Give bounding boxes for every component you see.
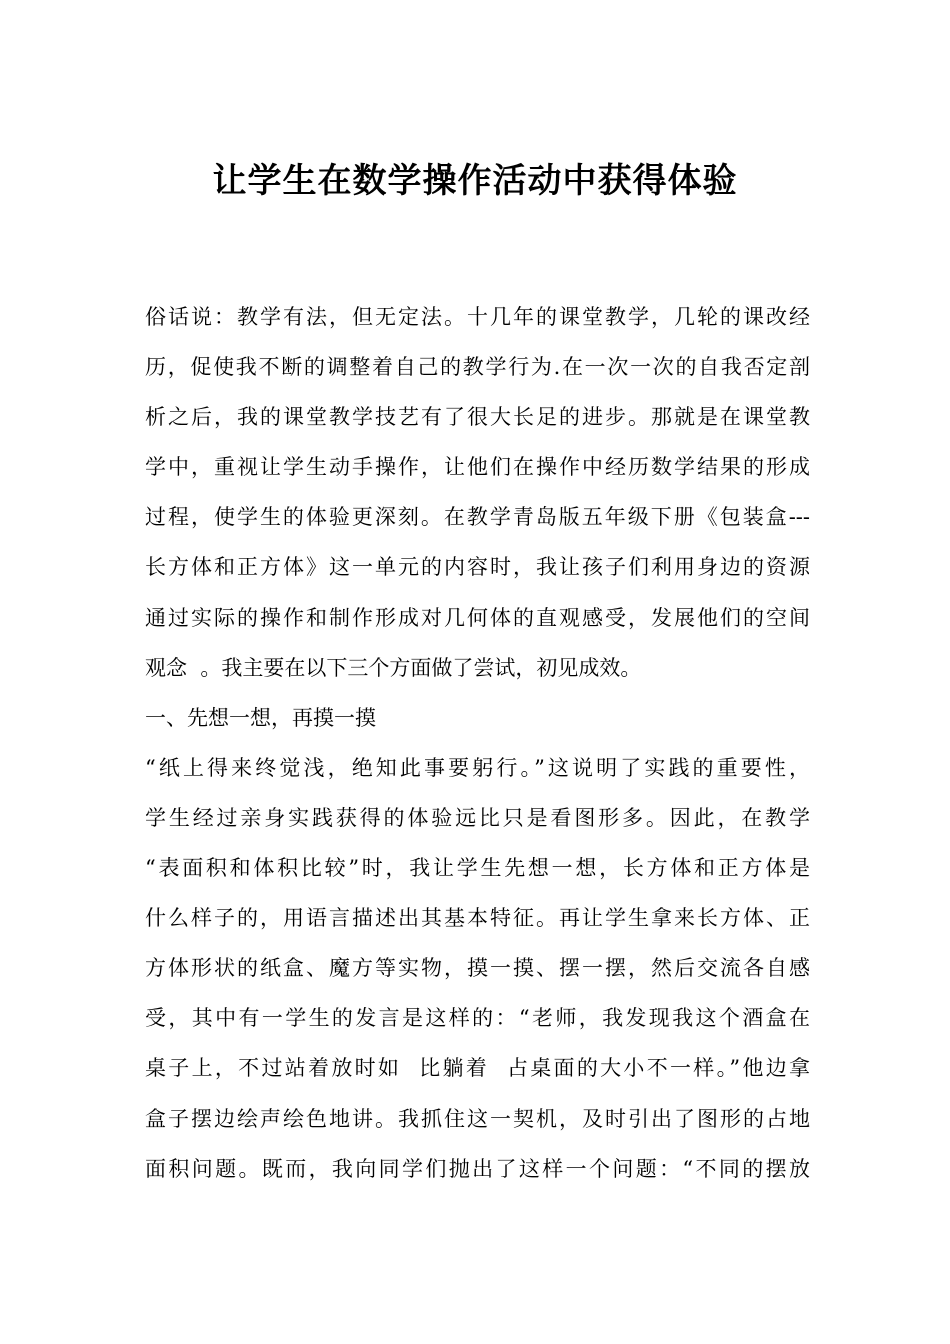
body-line: 学生经过亲身实践获得的体验远比只是看图形多。因此，在教学 (145, 805, 810, 830)
body-line: 过程，使学生的体验更深刻。在教学青岛版五年级下册《包装盒--- (145, 505, 810, 530)
body-line: 一、先想一想，再摸一摸 (145, 705, 376, 730)
body-line: “纸上得来终觉浅，绝知此事要躬行。”这说明了实践的重要性， (145, 755, 810, 780)
body-line: 析之后，我的课堂教学技艺有了很大长足的进步。那就是在课堂教 (145, 405, 810, 430)
document-title: 让学生在数学操作活动中获得体验 (212, 161, 738, 201)
body-line: 俗话说：教学有法，但无定法。十几年的课堂教学，几轮的课改经 (145, 305, 810, 329)
body-line: 什么样子的，用语言描述出其基本特征。再让学生拿来长方体、正 (145, 906, 810, 931)
body-line: 受，其中有一学生的发言是这样的：“老师，我发现我这个酒盒在 (145, 1006, 810, 1031)
body-line: 面积问题。既而，我向同学们抛出了这样一个问题：“不同的摆放 (145, 1156, 810, 1181)
body-line: 通过实际的操作和制作形成对几何体的直观感受，发展他们的空间 (145, 605, 810, 630)
body-line: 长方体和正方体》这一单元的内容时，我让孩子们利用身边的资源 (145, 555, 810, 580)
body-line: 历，促使我不断的调整着自己的教学行为.在一次一次的自我否定剖 (145, 355, 810, 380)
body-line: 观念 。我主要在以下三个方面做了尝试，初见成效。 (145, 655, 642, 680)
body-line: 学中，重视让学生动手操作，让他们在操作中经历数学结果的形成 (145, 455, 810, 480)
body-line: “表面积和体积比较”时，我让学生先想一想，长方体和正方体是 (145, 856, 810, 881)
body-line: 方体形状的纸盒、魔方等实物，摸一摸、摆一摆，然后交流各自感 (145, 956, 810, 981)
body-line: 盒子摆边绘声绘色地讲。我抓住这一契机，及时引出了图形的占地 (145, 1106, 810, 1131)
body-line: 桌子上，不过站着放时如 比躺着 占桌面的大小不一样。”他边拿 (145, 1056, 810, 1081)
document-body (145, 292, 810, 1194)
